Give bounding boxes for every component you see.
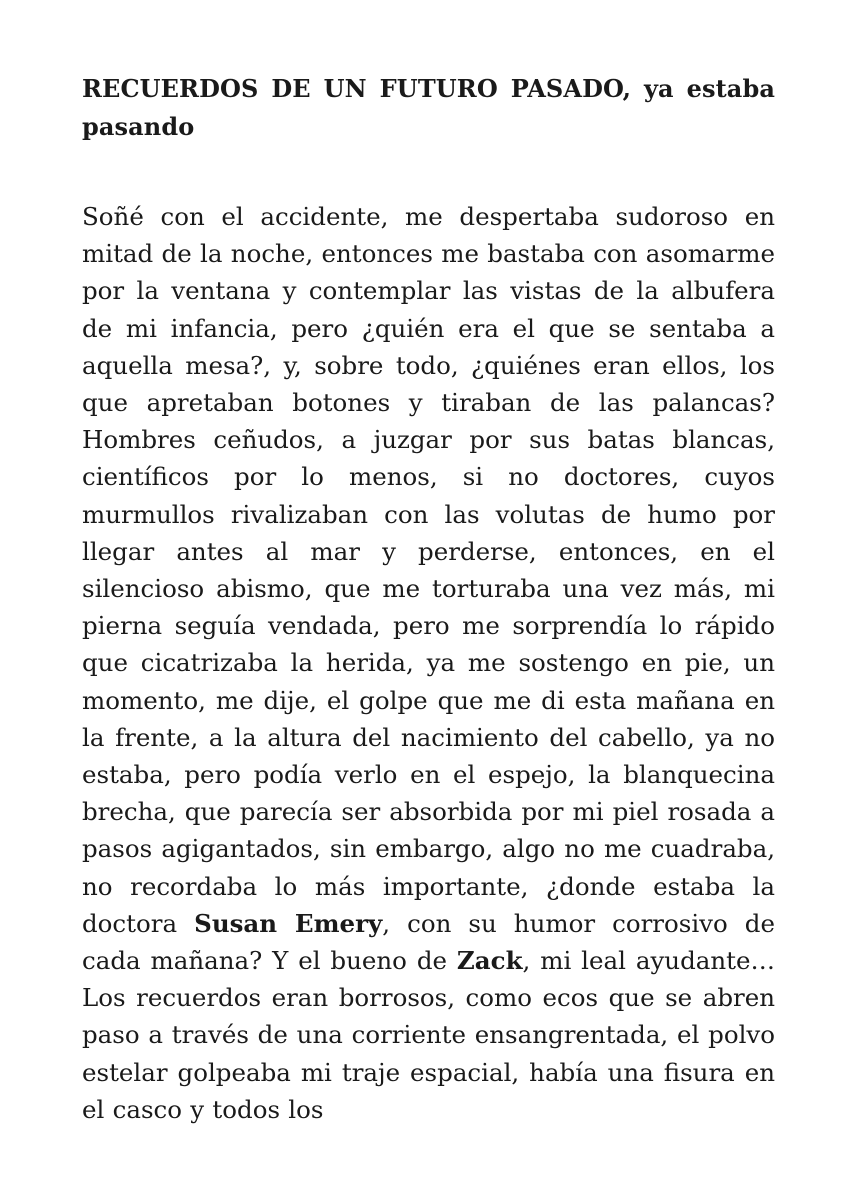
document-page: [82, 70, 775, 1128]
paragraph-text-1: Soñé con el accidente, me despertaba sudoroso en mitad de la noche, entonces me bastaba con asomarme por la ventana y contemplar las vistas de la albufera de mi infancia, pero ¿quién era el que se sentaba a aquella mesa?, y, sobre todo, ¿quiénes eran ellos, los que apretaban botones y tiraban de las palancas? Hombres ceñudos, a juzgar por sus batas blancas, científicos por lo menos, si no doctores, cuyos murmullos rivalizaban con las volutas de humo por llegar antes al mar y perderse, entonces, en el silencioso abismo, que me torturaba una vez más, mi pierna seguía vendada, pero me sorprendía lo rápido que cicatrizaba la herida, ya me sostengo en pie, un momento, me dije, el golpe que me di esta mañana en la frente, a la altura del nacimiento del cabello, ya no estaba, pero podía verlo en el espejo, la blanquecina brecha, que parecía ser absorbida por mi piel rosada a pasos agigantados, sin embargo, algo no me cuadraba, no recordaba lo más importante, ¿donde estaba la doctora: [82, 202, 775, 938]
character-name-zack: Zack: [456, 946, 523, 976]
document-title: [82, 70, 775, 146]
title-heading: RECUERDOS DE UN FUTURO PASADO,: [82, 74, 632, 103]
title-tail: ya estaba pasando: [82, 74, 775, 141]
body-paragraph: [82, 198, 775, 1128]
paragraph-text-2: , con su humor corrosivo de cada mañana? Y el bueno de: [82, 908, 775, 976]
paragraph-text-3: , mi leal ayudante… Los recuerdos eran borrosos, como ecos que se abren paso a través de una corriente ensangrentada, el polvo estelar golpeaba mi traje espacial, había una fisura en el casco y todos los: [82, 946, 775, 1124]
character-name-susan-emery: Susan Emery: [194, 908, 383, 938]
